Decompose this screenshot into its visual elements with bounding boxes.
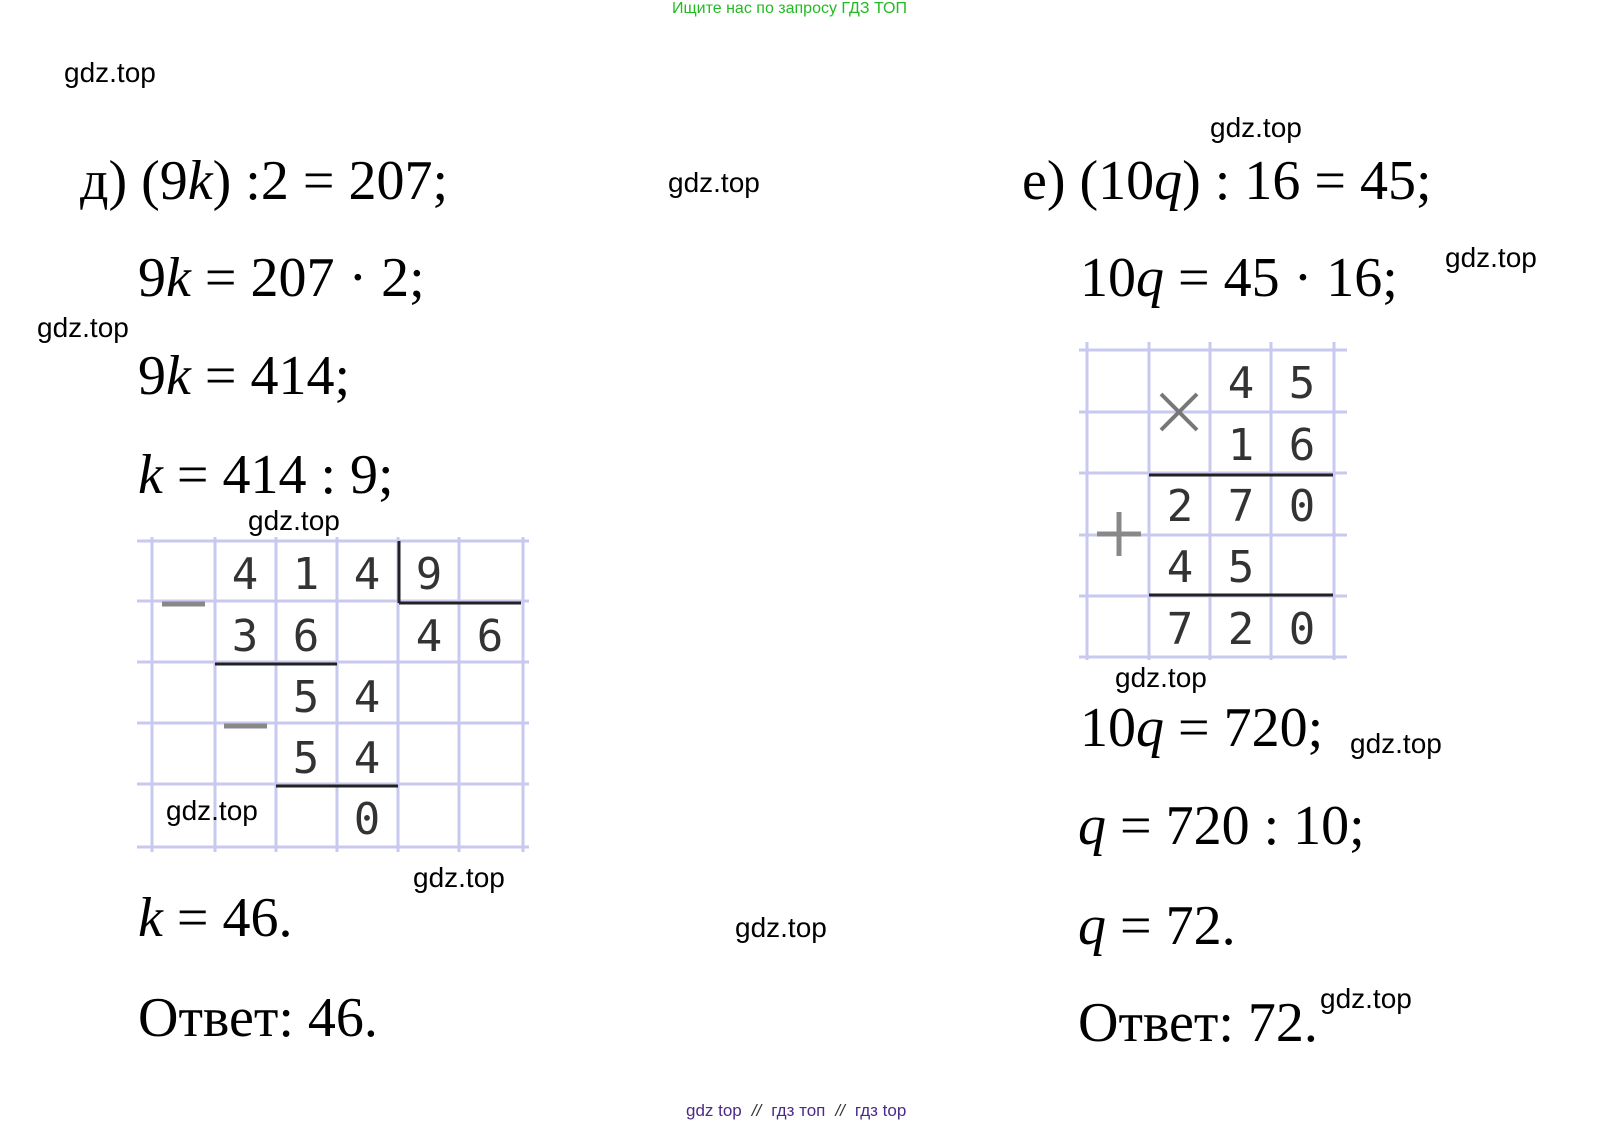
digit: 4 — [353, 549, 381, 600]
watermark: gdz.top — [1445, 242, 1537, 273]
equation-line: д) (9k) :2 = 207; — [80, 150, 449, 212]
digit: 4 — [353, 733, 381, 784]
watermark: gdz.top — [248, 505, 340, 536]
digit: 6 — [1288, 420, 1316, 471]
answer-line: Ответ: 72. — [1078, 992, 1318, 1054]
digit: 4 — [1227, 358, 1255, 409]
answer-line: Ответ: 46. — [138, 987, 378, 1049]
watermark: gdz.top — [64, 57, 156, 88]
digit: 1 — [292, 549, 320, 600]
watermark: gdz.top — [668, 167, 760, 198]
digit: 1 — [1227, 420, 1255, 471]
equation-line: k = 46. — [138, 887, 293, 949]
digit: 5 — [1227, 542, 1255, 593]
digit: 4 — [353, 672, 381, 723]
digit: 4 — [1166, 542, 1194, 593]
digit: 3 — [231, 611, 259, 662]
watermark: gdz.top — [413, 862, 505, 893]
search-banner: Ищите нас по запросу ГДЗ ТОП — [672, 0, 907, 17]
equation-line: k = 414 : 9; — [138, 444, 394, 506]
equation-line: е) (10q) : 16 = 45; — [1022, 150, 1432, 212]
footer-link[interactable]: gdz top — [686, 1101, 742, 1120]
digit: 4 — [231, 549, 259, 600]
digit: 0 — [353, 794, 381, 845]
equation-line: q = 720 : 10; — [1078, 795, 1365, 857]
equation-line: 10q = 45 · 16; — [1080, 247, 1398, 309]
footer-separator: // — [835, 1101, 845, 1120]
watermark: gdz.top — [735, 912, 827, 943]
plus-sign — [1097, 512, 1141, 556]
footer-link[interactable]: гдз top — [854, 1101, 907, 1120]
digit: 2 — [1166, 481, 1194, 532]
digit: 0 — [1288, 481, 1316, 532]
footer-links — [686, 1101, 906, 1121]
watermark: gdz.top — [1115, 662, 1207, 693]
digit: 6 — [476, 611, 504, 662]
digit: 2 — [1227, 604, 1255, 655]
equation-line: 9k = 207 · 2; — [138, 247, 425, 309]
watermark: gdz.top — [1350, 728, 1442, 759]
digit: 5 — [292, 672, 320, 723]
digit: 7 — [1166, 604, 1194, 655]
digit: 6 — [292, 611, 320, 662]
footer-separator: // — [751, 1101, 762, 1120]
digit: 0 — [1288, 604, 1316, 655]
equation-line: 9k = 414; — [138, 345, 350, 407]
digit: 4 — [415, 611, 443, 662]
watermark: gdz.top — [1320, 983, 1412, 1014]
footer-link[interactable]: гдз топ — [771, 1101, 826, 1120]
digit: 5 — [292, 733, 320, 784]
equation-line: 10q = 720; — [1080, 697, 1324, 759]
watermark: gdz.top — [37, 312, 129, 343]
equation-line: q = 72. — [1078, 895, 1236, 957]
column-multiplication — [1079, 342, 1347, 660]
watermark: gdz.top — [1210, 112, 1302, 143]
watermark: gdz.top — [166, 795, 258, 826]
digit: 5 — [1288, 358, 1316, 409]
digit: 7 — [1227, 481, 1255, 532]
digit: 9 — [415, 549, 443, 600]
